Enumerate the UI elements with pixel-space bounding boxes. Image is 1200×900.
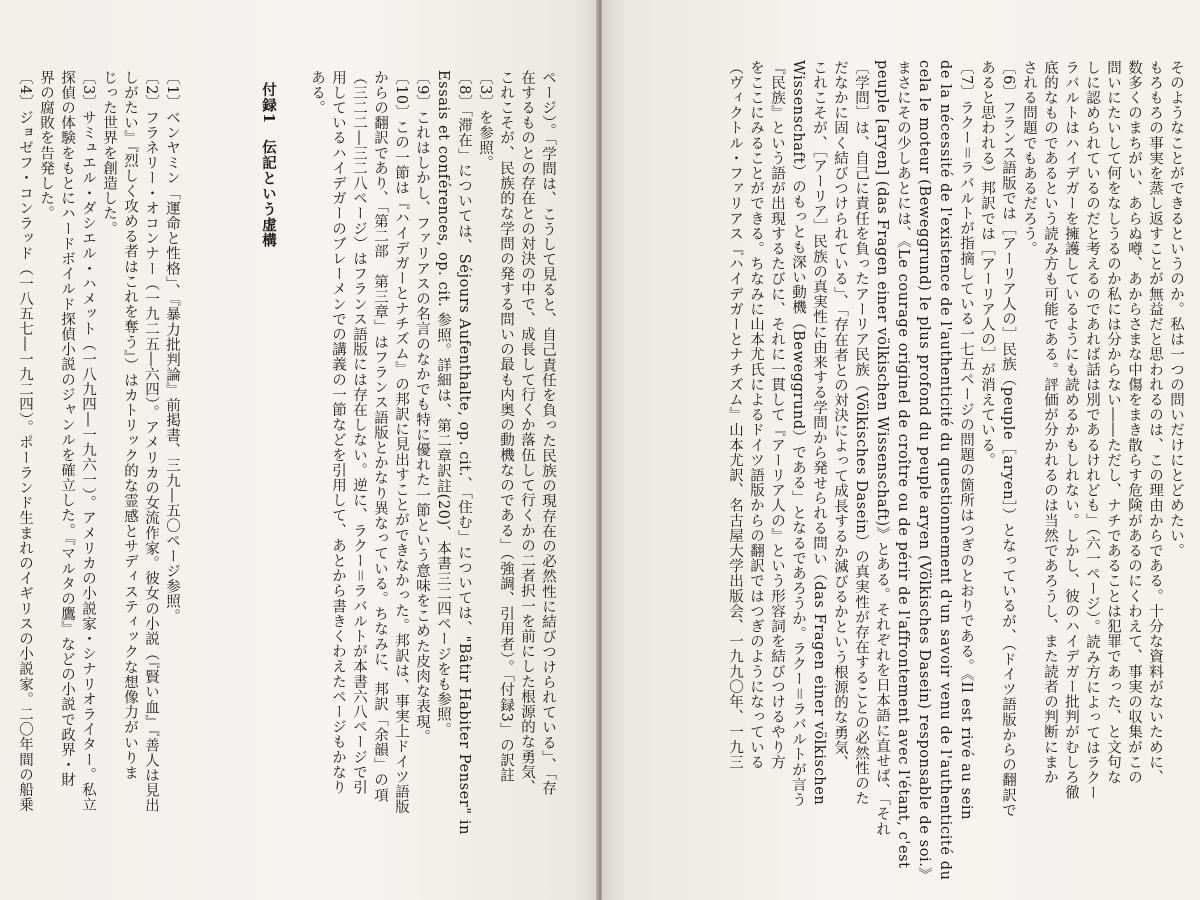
text-line: 〔7〕ラクー＝ラバルトが指摘している一七五ページの問題の箇所はつぎのとおりである。《Il est rivé au sein xyxy=(958,60,974,821)
text-line: peuple [aryen] (das Fragen einer völkischen Wissenschaft)》とある。それぞれを日本語に直せば、「それ xyxy=(874,60,890,837)
note-line: からの翻訳であり、「第二部 第三章」はフランス語版とかなり異なっている。ちなみに、邦訳「余韻」の項 xyxy=(372,70,388,803)
text-line: cela le moteur (Beweggrund) le plus profond du peuple aryen (Völkisches Dasein) responsable de soi.》 xyxy=(916,60,932,883)
note-line: 〔3〕サミュエル・ダシエル・ハメット（一八九四―一九六一）。アメリカの小説家・シナリオライター。私立 xyxy=(80,70,96,813)
note-line: じった世界を創造した。 xyxy=(101,70,117,237)
text-line: あると思われる）邦訳では［アーリア人の］が消えている。 xyxy=(979,60,995,468)
note-line: しがたい』『烈しく攻める者はこれを奪う』）はカトリック的な霊感とサディスティックな想像力がいりま xyxy=(122,70,138,781)
text-line: 〔学問〕は、自己に責任を負ったアーリア民族（Völkisches Dasein）の真実性が存在することの必然性のた xyxy=(853,60,869,806)
right-page xyxy=(602,0,1200,900)
section-heading: 付録1 伝記という虚構 xyxy=(260,82,277,249)
text-line: Wissenschaft）のもっとも深い動機（Beweggrund）である」となるであろうか。ラクー＝ラバルトが言う xyxy=(790,60,806,808)
text-line: まさにその少しあとには、《Le courage originel de croître ou de périr de l'affrontement avec l'étant, c'est xyxy=(895,60,911,869)
note-line: これこそが、民族的な学問の発する問いの最も内奥の動機なのである」（強調、引用者）。「付録3」の訳註 xyxy=(498,70,514,783)
text-line: de la nécessité de l'existence de l'authenticité du questionnement d'un savoir venu de l'authenticité du xyxy=(937,60,953,881)
text-line: 底的なものであるという読み方も可能である。評価が分かれるのは当然であろうし、また読者の判断にまか xyxy=(1042,60,1058,785)
text-line: これこそが、［アーリア］民族の真実性に由来する学問から発せられる問い（das Fragen einer völkischen xyxy=(811,60,827,806)
left-page-text xyxy=(306,70,558,870)
note-line: 〔3〕を参照。 xyxy=(477,70,493,171)
section-heading-column xyxy=(258,82,279,862)
note-line: 界の腐敗を告発した。 xyxy=(38,70,54,221)
note-line: Essais et conférences, op. cit. 参照。詳細は、第二章訳註(20)、本書三二四ページをも参照。 xyxy=(435,70,451,738)
text-line: しに認められているのだと考えるのであれば話は別であるけれども」（六一ページ）。読み方によってはラクー xyxy=(1084,60,1100,801)
note-line: （三二二―三二八ページ）はフランス語版には存在しない。逆に、ラクー＝ラバルトが本書六八ページで引 xyxy=(351,70,367,795)
right-page-text xyxy=(724,60,1186,883)
note-line: ページ）。「学問は、こうして見ると、自己責任を負った民族の現存在の必然性に結びつけられている」、「存 xyxy=(540,70,556,796)
note-line: 探偵の体験をもとにハードボイルド探偵小説のジャンルを確立した。『マルタの鷹』などの小説で政界・財 xyxy=(59,70,75,788)
text-line: 〔6〕フランス語版では［アーリア人の］民族（peuple［aryen］）となっているが、（ドイツ語版からの翻訳で xyxy=(1000,60,1016,818)
note-line: 〔1〕ベンヤミン「運命と性格」、『暴力批判論』前掲書、三九―五〇ページ参照。 xyxy=(164,70,180,625)
left-page xyxy=(0,0,598,900)
note-line: 〔10〕この一節は『ハイデガーとナチズム』の邦訳に見出すことができなかった。邦訳は、事実上ドイツ語版 xyxy=(393,70,409,815)
text-line: される問題でもあるだろう。 xyxy=(1021,60,1037,257)
text-line: 数多くのまちがい、あらぬ噂、あからさまな中傷をまき散らす危険があるのにくわえて、事実の収集がこの xyxy=(1126,60,1142,785)
text-line: （ヴィクトル・ファリアス『ハイデガーとナチズム』山本尤訳、名古屋大学出版会、一九九〇年、一九三 xyxy=(727,60,743,770)
text-line: 『民族』という語が出現するたびに、それに一貫して『アーリア人の』という形容詞を結びつけるやり方 xyxy=(769,60,785,770)
note-line: 〔9〕これはしかし、ファリアスの名言のなかでも特に優れた一節という意味をこめた皮肉な表現。 xyxy=(414,70,430,745)
note-line: 用しているハイデガーのブレーメンでの講義の一節などを引用して、あとから書きくわえたページもかなり xyxy=(330,70,346,795)
text-line: だなかに固く結びつけられている」、「存在者との対決によって成長するか滅びるかという根源的な勇気、 xyxy=(832,60,848,771)
note-line: 〔8〕「滞在」については、Séjours Aufenthalte, op. cit.、「住む」については、"Bâtir Habiter Penser" in xyxy=(456,70,472,836)
note-line: 〔2〕フラネリー・オコンナー（一九二五―六四）。アメリカの女流作家。彼女の小説（『賢い血』『善人は見出 xyxy=(143,70,159,814)
note-line: 〔4〕ジョゼフ・コンラッド（一八五七―一九二四）。ポーランド生まれのイギリスの小説家。二〇年間の船乗 xyxy=(17,70,33,813)
appendix-notes xyxy=(14,70,182,880)
text-line: そのようなことができるというのか。私は一つの問いだけにとどめたい。 xyxy=(1168,60,1184,559)
text-line: をここにみることができる。ちなみに山本尤氏によるドイツ語版からの翻訳ではつぎのようになっている xyxy=(748,60,764,770)
note-line: 在するものとの存在との対決の中で、成長して行くか落伍して行くかの二者択一を前にした根源的な勇気、 xyxy=(519,70,535,795)
note-line: ある。 xyxy=(309,70,325,116)
text-line: もろもろの事実を蒸し返すことが無益だと思われるのは、この理由からである。十分な資料がないために、 xyxy=(1147,60,1163,785)
text-line: 問いにたいして何をなしうるのか私には分からない――ただし、ナチであることは犯罪であった、と文句な xyxy=(1105,60,1121,785)
text-line: ラバルトはハイデガーを擁護しているようにも読めるかもしれない。しかし、彼のハイデガー批判がむしろ徹 xyxy=(1063,60,1079,800)
